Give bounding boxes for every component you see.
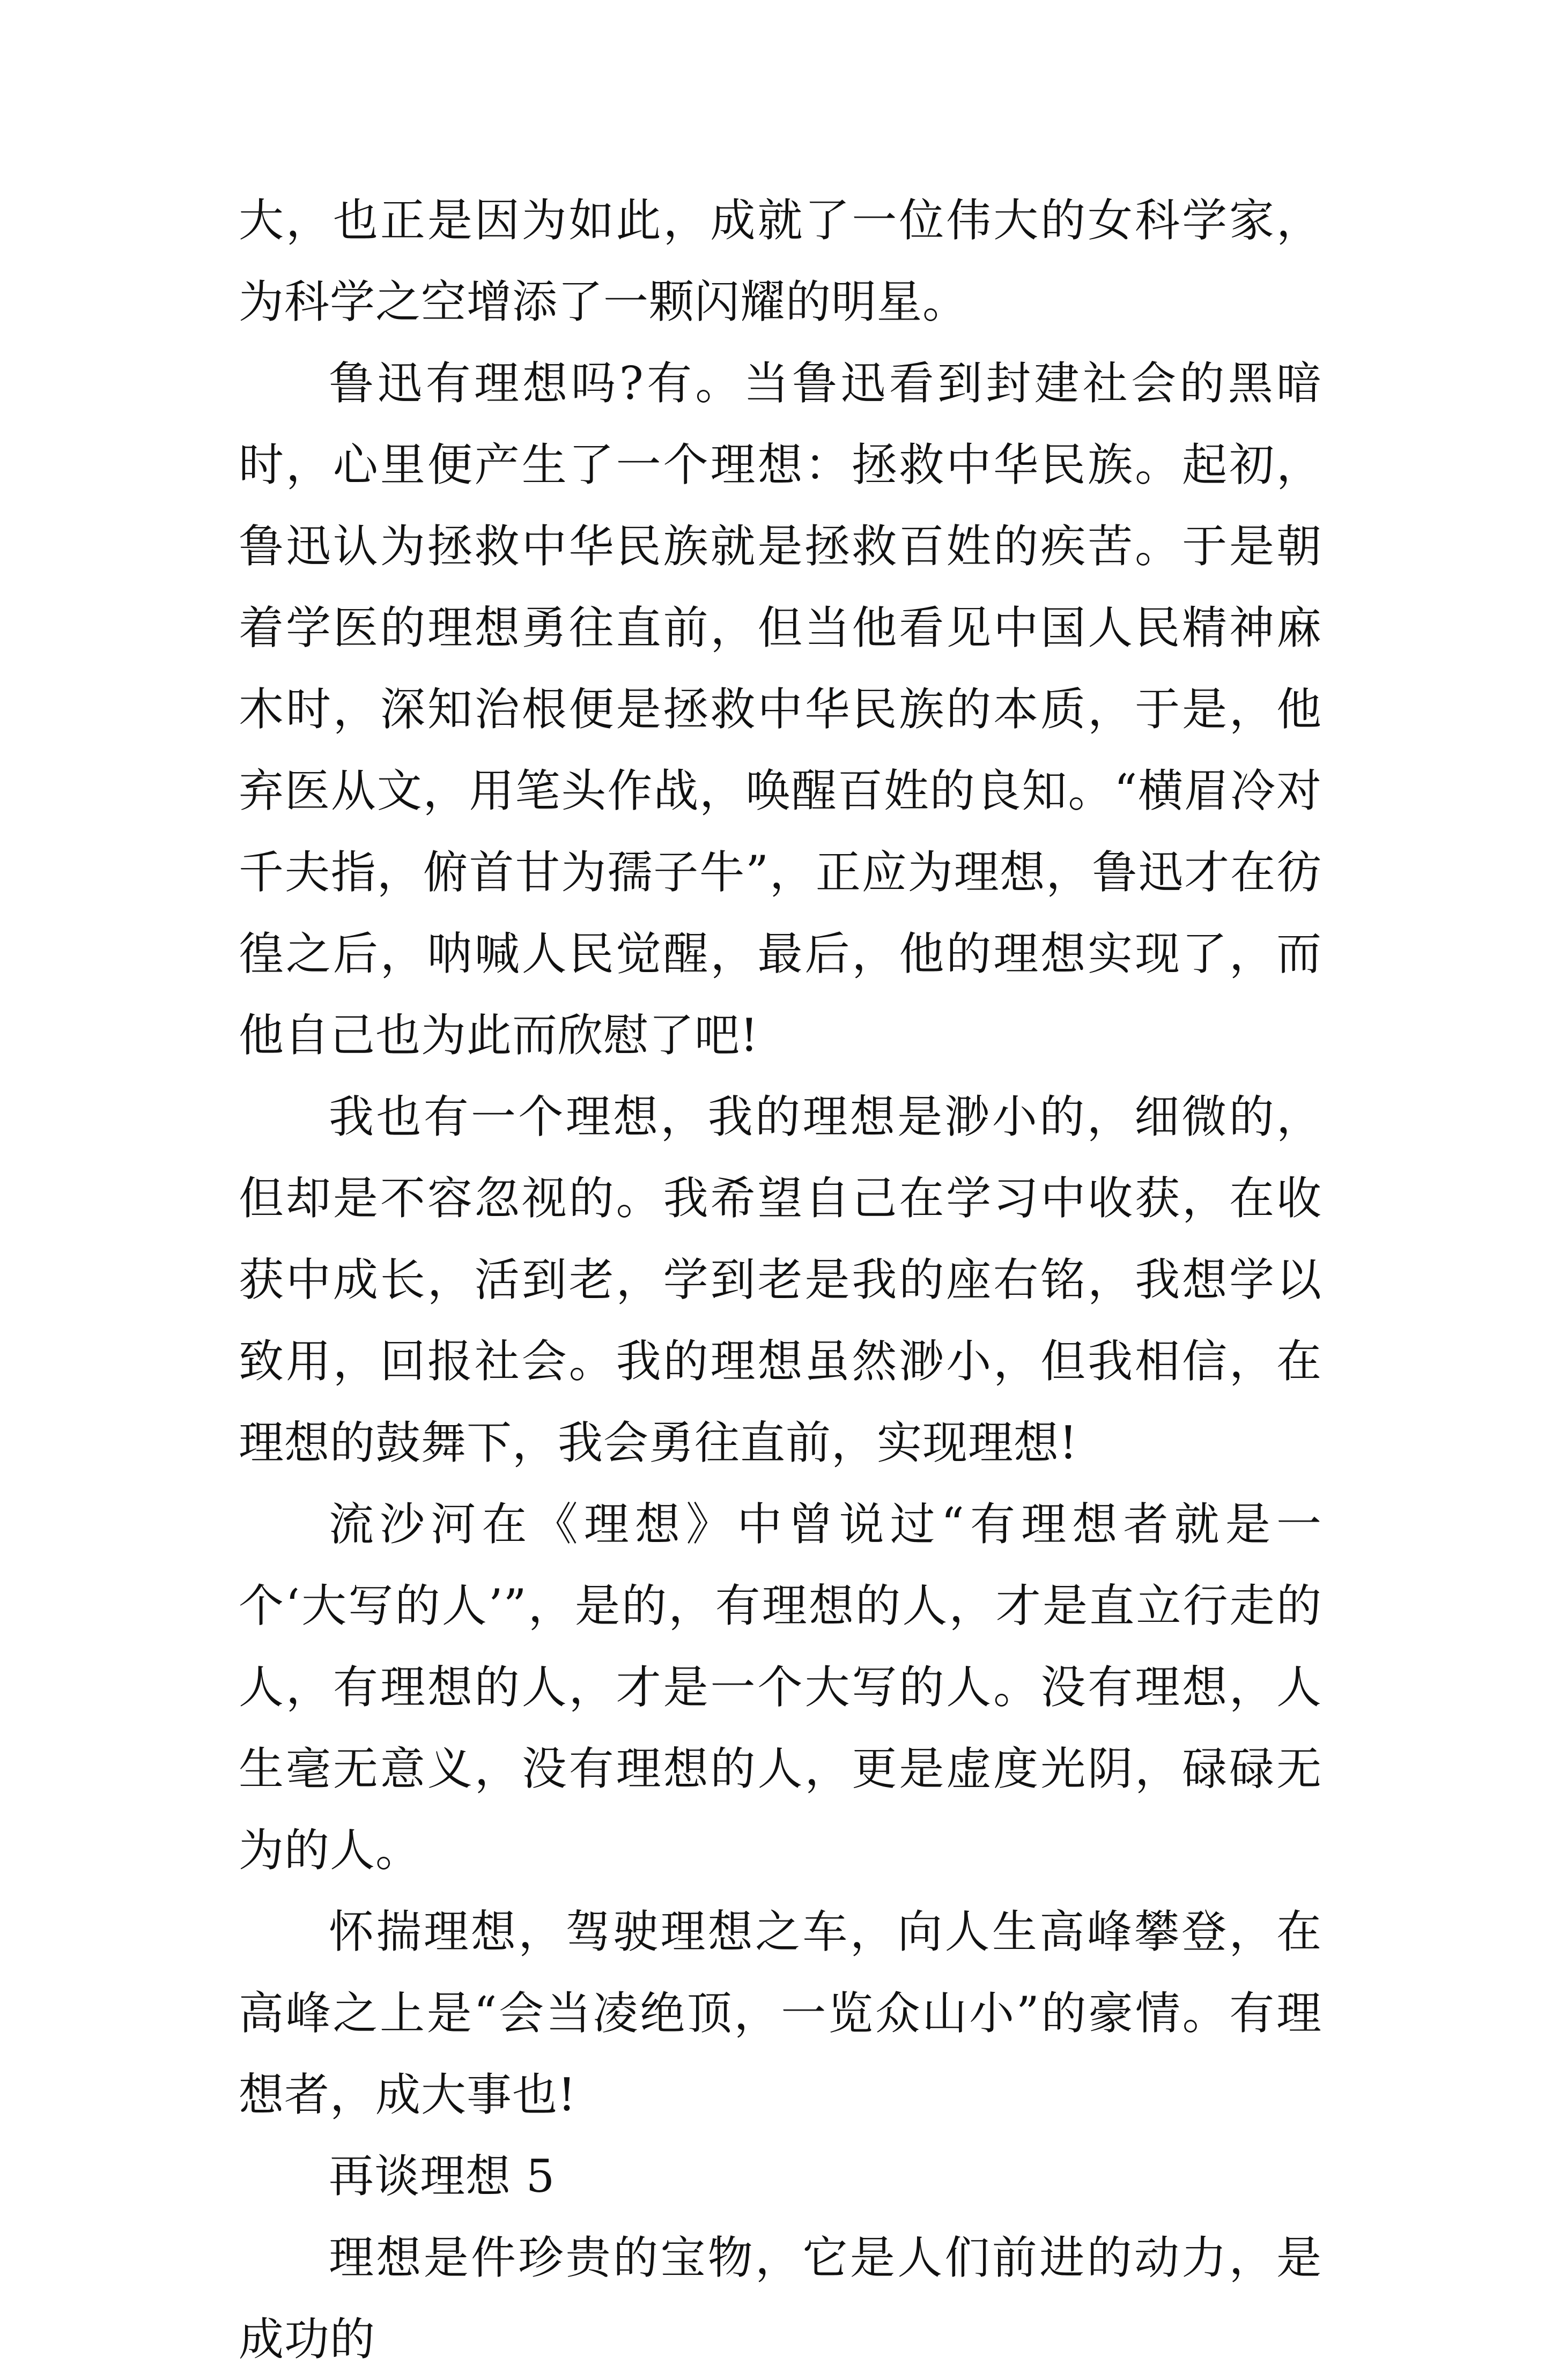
paragraph-luxun: 鲁迅有理想吗?有。当鲁迅看到封建社会的黑暗时，心里便产生了一个理想：拯救中华民族。起初，鲁迅认为拯救中华民族就是拯救百姓的疾苦。于是朝着学医的理想勇往直前，但当他看见中国人民精神麻木时，深知治根便是拯救中华民族的本质，于是，他弃医从文，用笔头作战，唤醒百姓的良知。“横眉冷对千夫指，俯首甘为孺子牛”，正应为理想，鲁迅才在彷徨之后，呐喊人民觉醒，最后，他的理想实现了，而他自己也为此而欣慰了吧!: [239, 357, 1322, 1062]
paragraph-final: 理想是件珍贵的宝物，它是人们前进的动力，是成功的: [239, 2231, 1322, 2366]
paragraph-liushahe: 流沙河在《理想》中曾说过“有理想者就是一个‘大写的人’”，是的，有理想的人，才是直立行走的人，有理想的人，才是一个大写的人。没有理想，人生毫无意义，没有理想的人，更是虚度光阴，碌碌无为的人。: [239, 1498, 1322, 1877]
paragraph-continued: 大，也正是因为如此，成就了一位伟大的女科学家，为科学之空增添了一颗闪耀的明星。: [239, 194, 1322, 328]
paragraph-summit: 怀揣理想，驾驶理想之车，向人生高峰攀登，在高峰之上是“会当凌绝顶，一览众山小”的豪情。有理想者，成大事也!: [239, 1906, 1322, 2121]
section-heading: 再谈理想 5: [329, 2150, 556, 2203]
document-body: [239, 180, 1322, 2380]
paragraph-my-ideal: 我也有一个理想，我的理想是渺小的，细微的，但却是不容忽视的。我希望自己在学习中收获，在收获中成长，活到老，学到老是我的座右铭，我想学以致用，回报社会。我的理想虽然渺小，但我相信，在理想的鼓舞下，我会勇往直前，实现理想!: [239, 1091, 1322, 1469]
